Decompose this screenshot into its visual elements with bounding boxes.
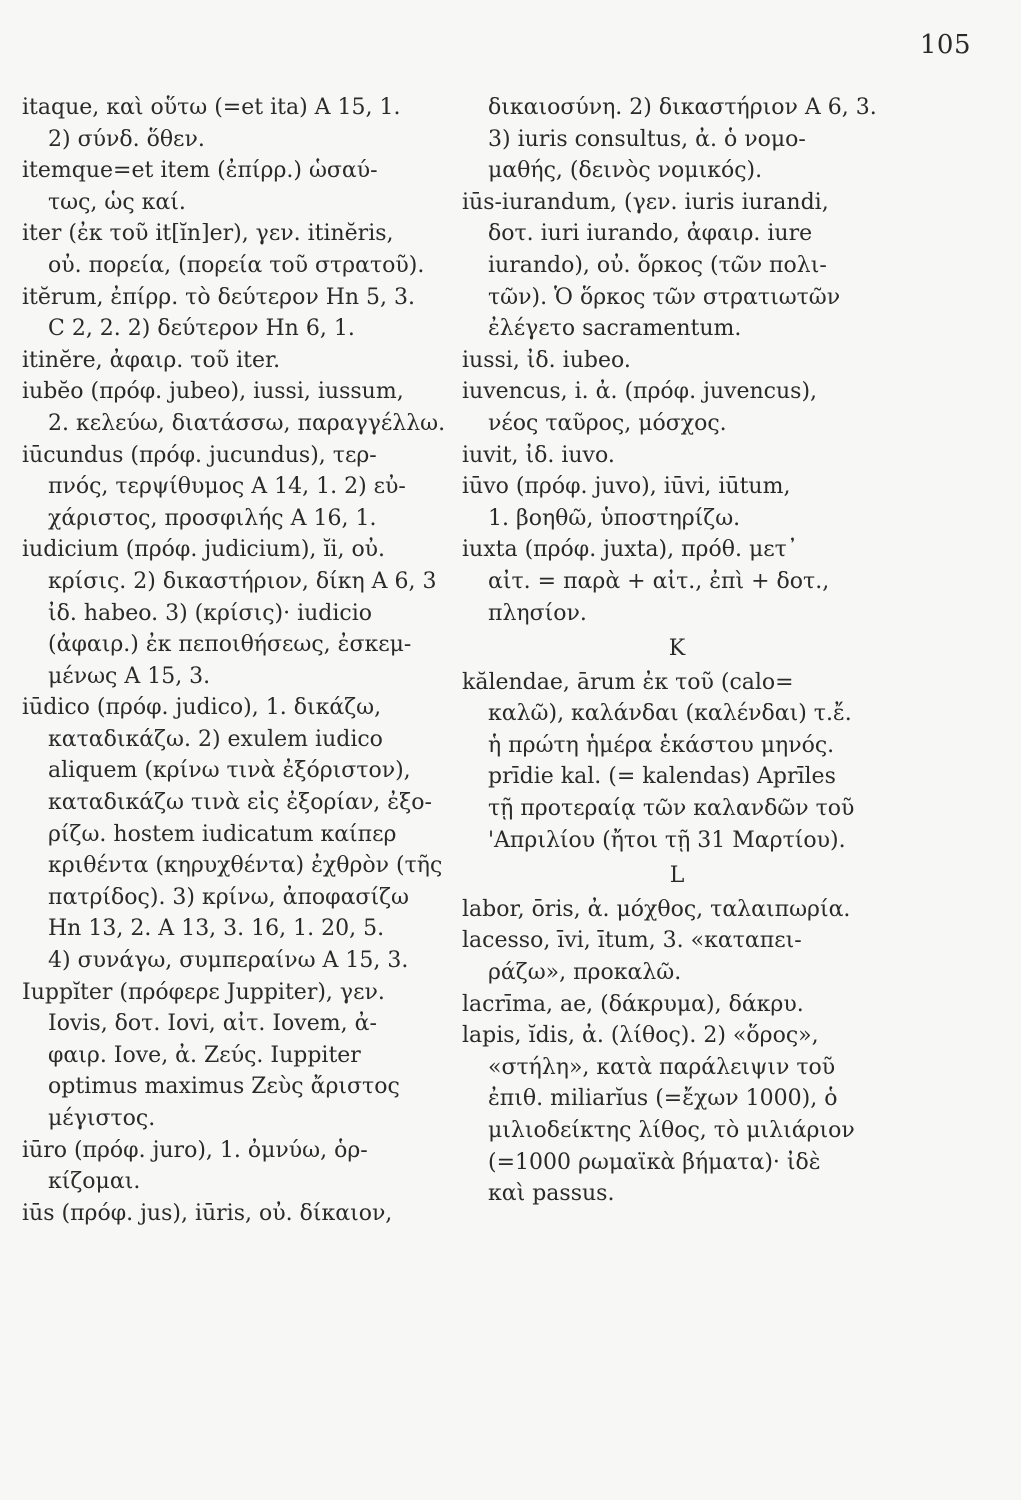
entry-line: δικαιοσύνη. 2) δικαστήριον A 6, 3. [488, 95, 877, 120]
entry-line: ἡ πρώτη ἡμέρα ἑκάστου μηνός. [488, 732, 835, 758]
entry-line: itinĕre, ἀφαιρ. τοῦ iter. [22, 347, 281, 373]
entry-line: μέγιστος. [48, 1106, 156, 1131]
entry-line: καταδικάζω τινὰ εἰς ἐξορίαν, ἐξο- [48, 790, 432, 816]
entry-line: itaque, καὶ οὕτω (=et ita) A 15, 1. [22, 95, 401, 120]
entry-line: Iovis, δοτ. Iovi, αἰτ. Iovem, ἀ- [48, 1011, 377, 1037]
entry-line: κίζομαι. [48, 1169, 141, 1195]
entry-line: φαιρ. Iove, ἀ. Ζεύς. Iuppiter [48, 1042, 361, 1068]
entry-line: κρίσις. 2) δικαστήριον, δίκη A 6, 3 [48, 568, 437, 594]
entry-line: νέος ταῦρος, μόσχος. [488, 410, 727, 436]
entry-line: μαθής, (δεινὸς νομικός). [488, 158, 763, 184]
entry-line: μένως A 15, 3. [48, 663, 211, 689]
entry-line: lapis, ĭdis, ἀ. (λίθος). 2) «ὅρος», [462, 1023, 819, 1049]
entry-line: (=1000 ρωμαϊκὰ βήματα)· ἰδὲ [488, 1149, 821, 1175]
entry-line: ἐπιθ. miliarĭus (=ἔχων 1000), ὁ [488, 1086, 838, 1112]
entry-line: 2) σύνδ. ὅθεν. [48, 126, 205, 152]
entry-line: kălendae, ārum ἐκ τοῦ (calo= [462, 669, 794, 695]
entry-line: πλησίον. [488, 600, 587, 626]
entry-line: 4) συνάγω, συμπεραίνω A 15, 3. [48, 948, 409, 974]
entry-line: καὶ passus. [488, 1181, 615, 1207]
entry-line: aliquem (κρίνω τινὰ ἐξόριστον), [48, 758, 411, 784]
entry-line: iūdico (πρόφ. judico), 1. δικάζω, [22, 695, 382, 721]
entry-line: δοτ. iuri iurando, ἀφαιρ. iure [488, 221, 813, 247]
entry-line: optimus maximus Ζεὺς ἄριστος [48, 1074, 400, 1100]
entry-line: prīdie kal. (= kalendas) Aprīles [488, 764, 836, 790]
entry-line: κριθέντα (κηρυχθέντα) ἐχθρὸν (τῆς [48, 853, 443, 879]
section-letter-k: K [668, 636, 686, 662]
entry-line: τῇ προτεραίᾳ τῶν καλανδῶν τοῦ [488, 796, 855, 822]
entry-line: πνός, τερψίθυμος A 14, 1. 2) εὐ- [48, 474, 406, 500]
entry-line: itĕrum, ἐπίρρ. τὸ δεύτερον Hn 5, 3. [22, 284, 416, 310]
entry-line: Iuppĭter (πρόφερε Juppiter), γεν. [22, 979, 385, 1005]
entry-line: iuvencus, i. ἀ. (πρόφ. juvencus), [462, 379, 818, 405]
right-column [462, 92, 892, 1210]
entry-line: πατρίδος). 3) κρίνω, ἀποφασίζω [48, 884, 409, 910]
entry-line: 2. κελεύω, διατάσσω, παραγγέλλω. [48, 410, 446, 436]
entry-line: iuvit, ἰδ. iuvo. [462, 442, 615, 468]
entry-line: ρίζω. hostem iudicatum καίπερ [48, 821, 397, 847]
l-entries [462, 894, 892, 1210]
entry-line: lacrīma, ae, (δάκρυμα), δάκρυ. [462, 991, 804, 1017]
entry-line: iuxta (πρόφ. juxta), πρόθ. μετ᾽ [462, 537, 798, 563]
entry-line: iubĕo (πρόφ. jubeo), iussi, iussum, [22, 379, 404, 405]
entry-line: καλῶ), καλάνδαι (καλένδαι) τ.ἔ. [488, 701, 852, 727]
entry-line: iūvo (πρόφ. juvo), iūvi, iūtum, [462, 474, 791, 500]
entry-line: iūs (πρόφ. jus), iūris, οὐ. δίκαιον, [22, 1200, 393, 1226]
entry-line: «στήλη», κατὰ παράλειψιν τοῦ [488, 1054, 836, 1080]
entry-line: labor, ōris, ἀ. μόχθος, ταλαιπωρία. [462, 896, 851, 922]
entry-line: 3) iuris consultus, ἀ. ὁ νομο- [488, 126, 806, 152]
entry-line: lacesso, īvi, ītum, 3. «καταπει- [462, 928, 802, 954]
entry-line: iter (ἐκ τοῦ it[ĭn]er), γεν. itinĕris, [22, 221, 394, 247]
entry-line: C 2, 2. 2) δεύτερον Hn 6, 1. [48, 316, 355, 342]
entry-line: iūs-iurandum, (γεν. iuris iurandi, [462, 189, 829, 215]
entry-line: iussi, ἰδ. iubeo. [462, 347, 631, 373]
entry-line: iurando), οὐ. ὅρκος (τῶν πολι- [488, 252, 827, 278]
page-number: 105 [919, 30, 971, 60]
left-column [22, 92, 446, 1229]
entry-line: ράζω», προκαλῶ. [488, 960, 682, 986]
entry-line: iūcundus (πρόφ. jucundus), τερ- [22, 442, 377, 468]
entry-line: 1. βοηθῶ, ὑποστηρίζω. [488, 505, 741, 531]
section-letter-l: L [669, 863, 685, 889]
k-entries [462, 667, 892, 857]
entry-line: οὐ. πορεία, (πορεία τοῦ στρατοῦ). [48, 252, 425, 278]
entry-line: τως, ὡς καί. [48, 189, 186, 215]
entry-line: (ἀφαιρ.) ἐκ πεποιθήσεως, ἐσκεμ- [48, 632, 412, 658]
entry-line: itemque=et item (ἐπίρρ.) ὡσαύ- [22, 158, 378, 184]
entry-line: Hn 13, 2. A 13, 3. 16, 1. 20, 5. [48, 916, 385, 942]
entry-line: iudicium (πρόφ. judicium), ĭi, οὐ. [22, 537, 386, 563]
entry-line: χάριστος, προσφιλής A 16, 1. [48, 505, 377, 531]
entry-line: μιλιοδείκτης λίθος, τὸ μιλιάριον [488, 1118, 855, 1143]
entry-line: ἰδ. habeo. 3) (κρίσις)· iudicio [48, 600, 373, 626]
entry-line: ἐλέγετο sacramentum. [488, 316, 742, 342]
entry-line: τῶν). Ὁ ὅρκος τῶν στρατιωτῶν [488, 284, 841, 310]
entry-line: καταδικάζω. 2) exulem iudico [48, 726, 383, 752]
right-column-top-entries [462, 92, 892, 629]
entry-line: iūro (πρόφ. juro), 1. ὀμνύω, ὁρ- [22, 1137, 368, 1163]
entry-line: αἰτ. = παρὰ + αἰτ., ἐπὶ + δοτ., [488, 568, 830, 594]
entry-line: 'Απριλίου (ἤτοι τῇ 31 Μαρτίου). [488, 827, 846, 853]
